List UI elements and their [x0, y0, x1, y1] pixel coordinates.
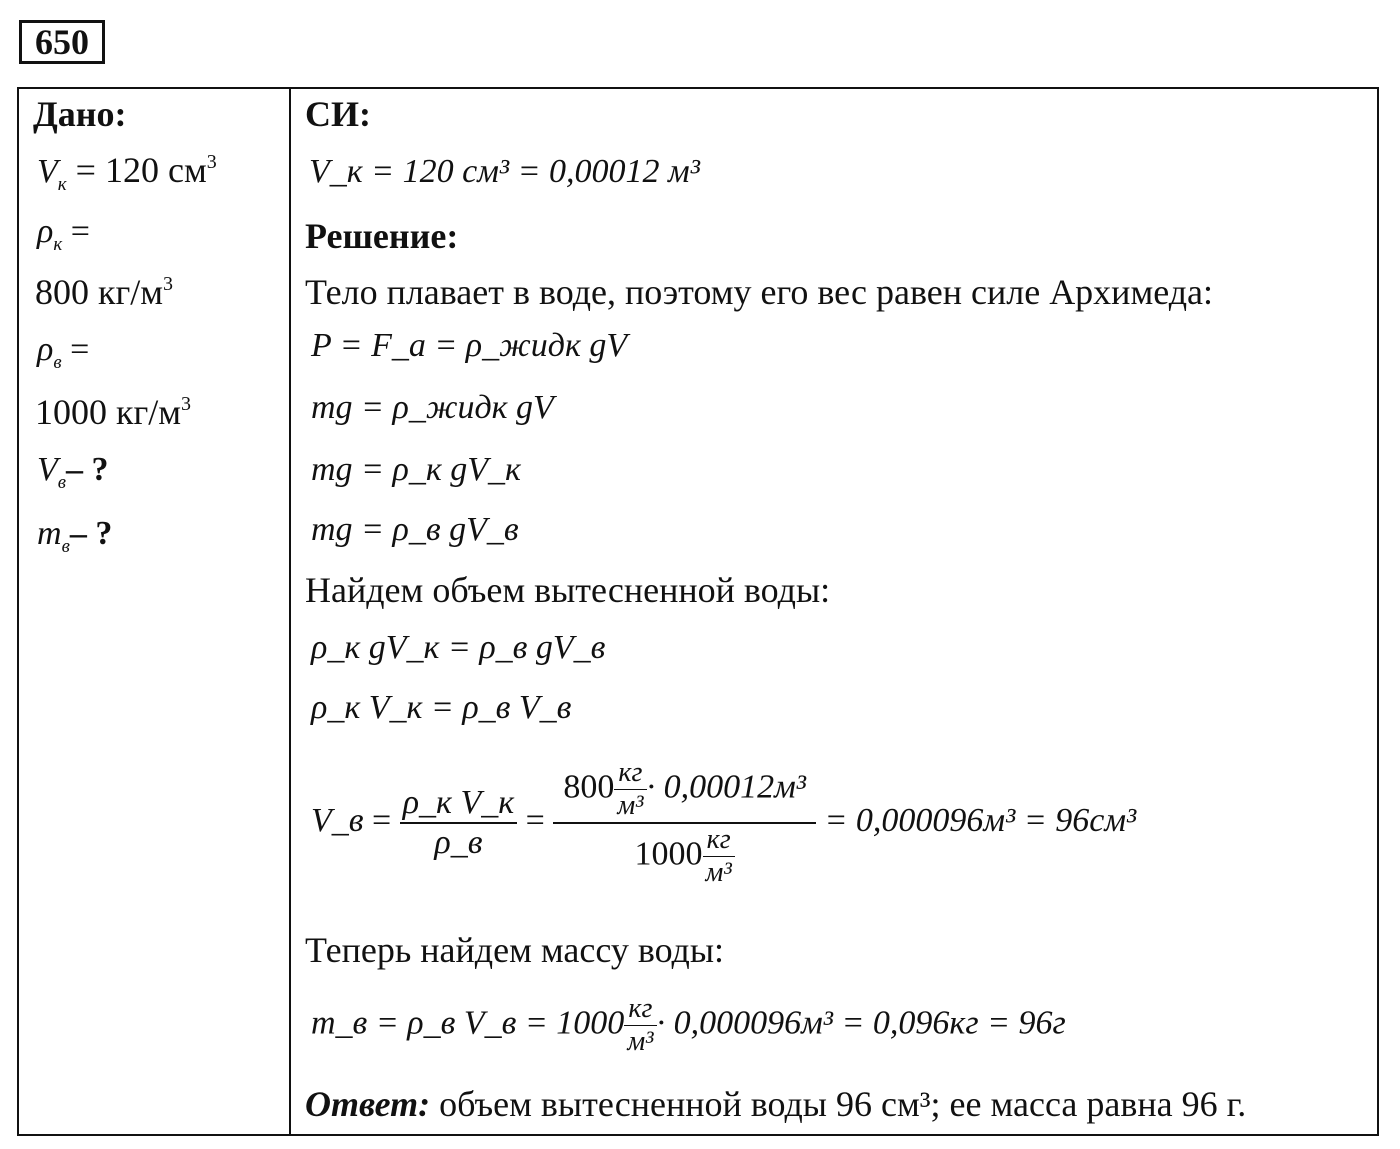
given-line-1-sup: 3	[206, 151, 217, 173]
eq7-den-unit-num: кг	[703, 824, 735, 857]
equation-2: mg = ρ_жидк gV	[311, 389, 554, 426]
eq7-num-unit-num: кг	[614, 757, 646, 790]
equation-8	[311, 993, 1066, 1058]
solution-heading: Решение:	[305, 216, 459, 256]
eq8-rest: · 0,000096м³ = 0,096кг = 96г	[656, 1004, 1066, 1042]
eq8-lhs: m_в = ρ_в V_в = 1000	[311, 1004, 625, 1042]
given-line-2-rest: =	[62, 213, 90, 250]
eq7-result: = 0,000096м³ = 96см³	[824, 801, 1137, 839]
step-3-text: Теперь найдем массу воды:	[305, 930, 725, 970]
given-line-7-sub: в	[61, 536, 70, 557]
given-line-7	[37, 515, 112, 558]
given-line-2	[37, 213, 90, 256]
given-line-6	[37, 451, 109, 494]
eq8-unit	[624, 993, 656, 1058]
given-line-1-sym: V	[37, 153, 58, 190]
given-heading: Дано:	[33, 94, 127, 134]
eq7-lhs: V_в	[311, 801, 364, 839]
si-conversion: V_к = 120 см³ = 0,00012 м³	[309, 153, 700, 190]
eq7-big-fraction	[553, 757, 816, 889]
given-line-2-sub: к	[53, 234, 63, 255]
given-line-1-sub: к	[57, 174, 67, 195]
eq8-unit-den: м³	[627, 1026, 654, 1057]
given-line-1	[37, 149, 217, 196]
eq7-big-num	[553, 757, 816, 824]
given-line-4-sym: ρ	[37, 331, 54, 368]
eq7-big-den	[553, 824, 816, 889]
given-line-6-rest: – ?	[66, 451, 109, 488]
answer-text: объем вытесненной воды 96 см³; ее масса равна 96 г.	[430, 1084, 1247, 1124]
eq7-den-value: 1000	[634, 835, 703, 873]
equation-1: P = F_a = ρ_жидк gV	[311, 327, 628, 364]
column-divider	[289, 89, 291, 1134]
solution-table	[17, 87, 1379, 1136]
eq7-small-fraction	[400, 784, 517, 862]
equation-5: ρ_к gV_к = ρ_в gV_в	[311, 629, 606, 666]
given-line-4-sub: в	[53, 352, 62, 373]
equation-3: mg = ρ_к gV_к	[311, 451, 521, 488]
given-line-6-sub: в	[57, 472, 67, 493]
given-line-6-sym: V	[37, 451, 58, 488]
eq7-num-value: 800	[563, 768, 615, 806]
given-line-5-sup: 3	[181, 393, 192, 415]
eq7-den-unit-den: м³	[705, 857, 732, 888]
equation-6: ρ_к V_к = ρ_в V_в	[311, 689, 572, 726]
eq7-num-tail: · 0,00012м³	[646, 768, 806, 806]
eq8-unit-num: кг	[624, 993, 656, 1026]
step-2-text: Найдем объем вытесненной воды:	[305, 570, 831, 610]
given-line-5-text: 1000 кг/м	[35, 392, 182, 432]
eq7-small-num: ρ_к V_к	[400, 784, 517, 824]
given-line-4-rest: =	[61, 331, 90, 368]
given-line-7-sym: m	[37, 515, 62, 552]
given-line-7-rest: – ?	[69, 515, 113, 552]
equation-4: mg = ρ_в gV_в	[311, 511, 519, 548]
given-line-3-sup: 3	[163, 273, 174, 295]
solution-intro: Тело плавает в воде, поэтому его вес равен силе Архимеда:	[305, 272, 1214, 312]
given-line-4	[37, 331, 89, 374]
si-heading: СИ:	[305, 94, 371, 134]
equation-7: V_в = $\frac{\text{ρ\_к V\_к}}{\rho\_в}$ = 800 $\frac{кг}{\text{м³}}$ · 0,00012м³ 1000 $\frac{кг}{\text{м³}}$ = 0,000096м³ = 96см³	[311, 757, 1137, 888]
eq7-den-unit	[703, 824, 735, 889]
given-line-1-rest: = 120 см	[66, 150, 207, 190]
eq7-small-den: ρ_в	[434, 824, 483, 861]
given-line-5	[35, 391, 191, 433]
given-line-2-sym: ρ	[37, 213, 54, 250]
answer-line	[305, 1083, 1246, 1125]
given-line-3-text: 800 кг/м	[35, 272, 164, 312]
eq7-num-unit-den: м³	[617, 790, 644, 821]
problem-number: 650	[19, 20, 105, 64]
eq7-num-unit	[614, 757, 646, 822]
given-line-3	[35, 271, 173, 313]
answer-label: Ответ:	[305, 1084, 431, 1124]
